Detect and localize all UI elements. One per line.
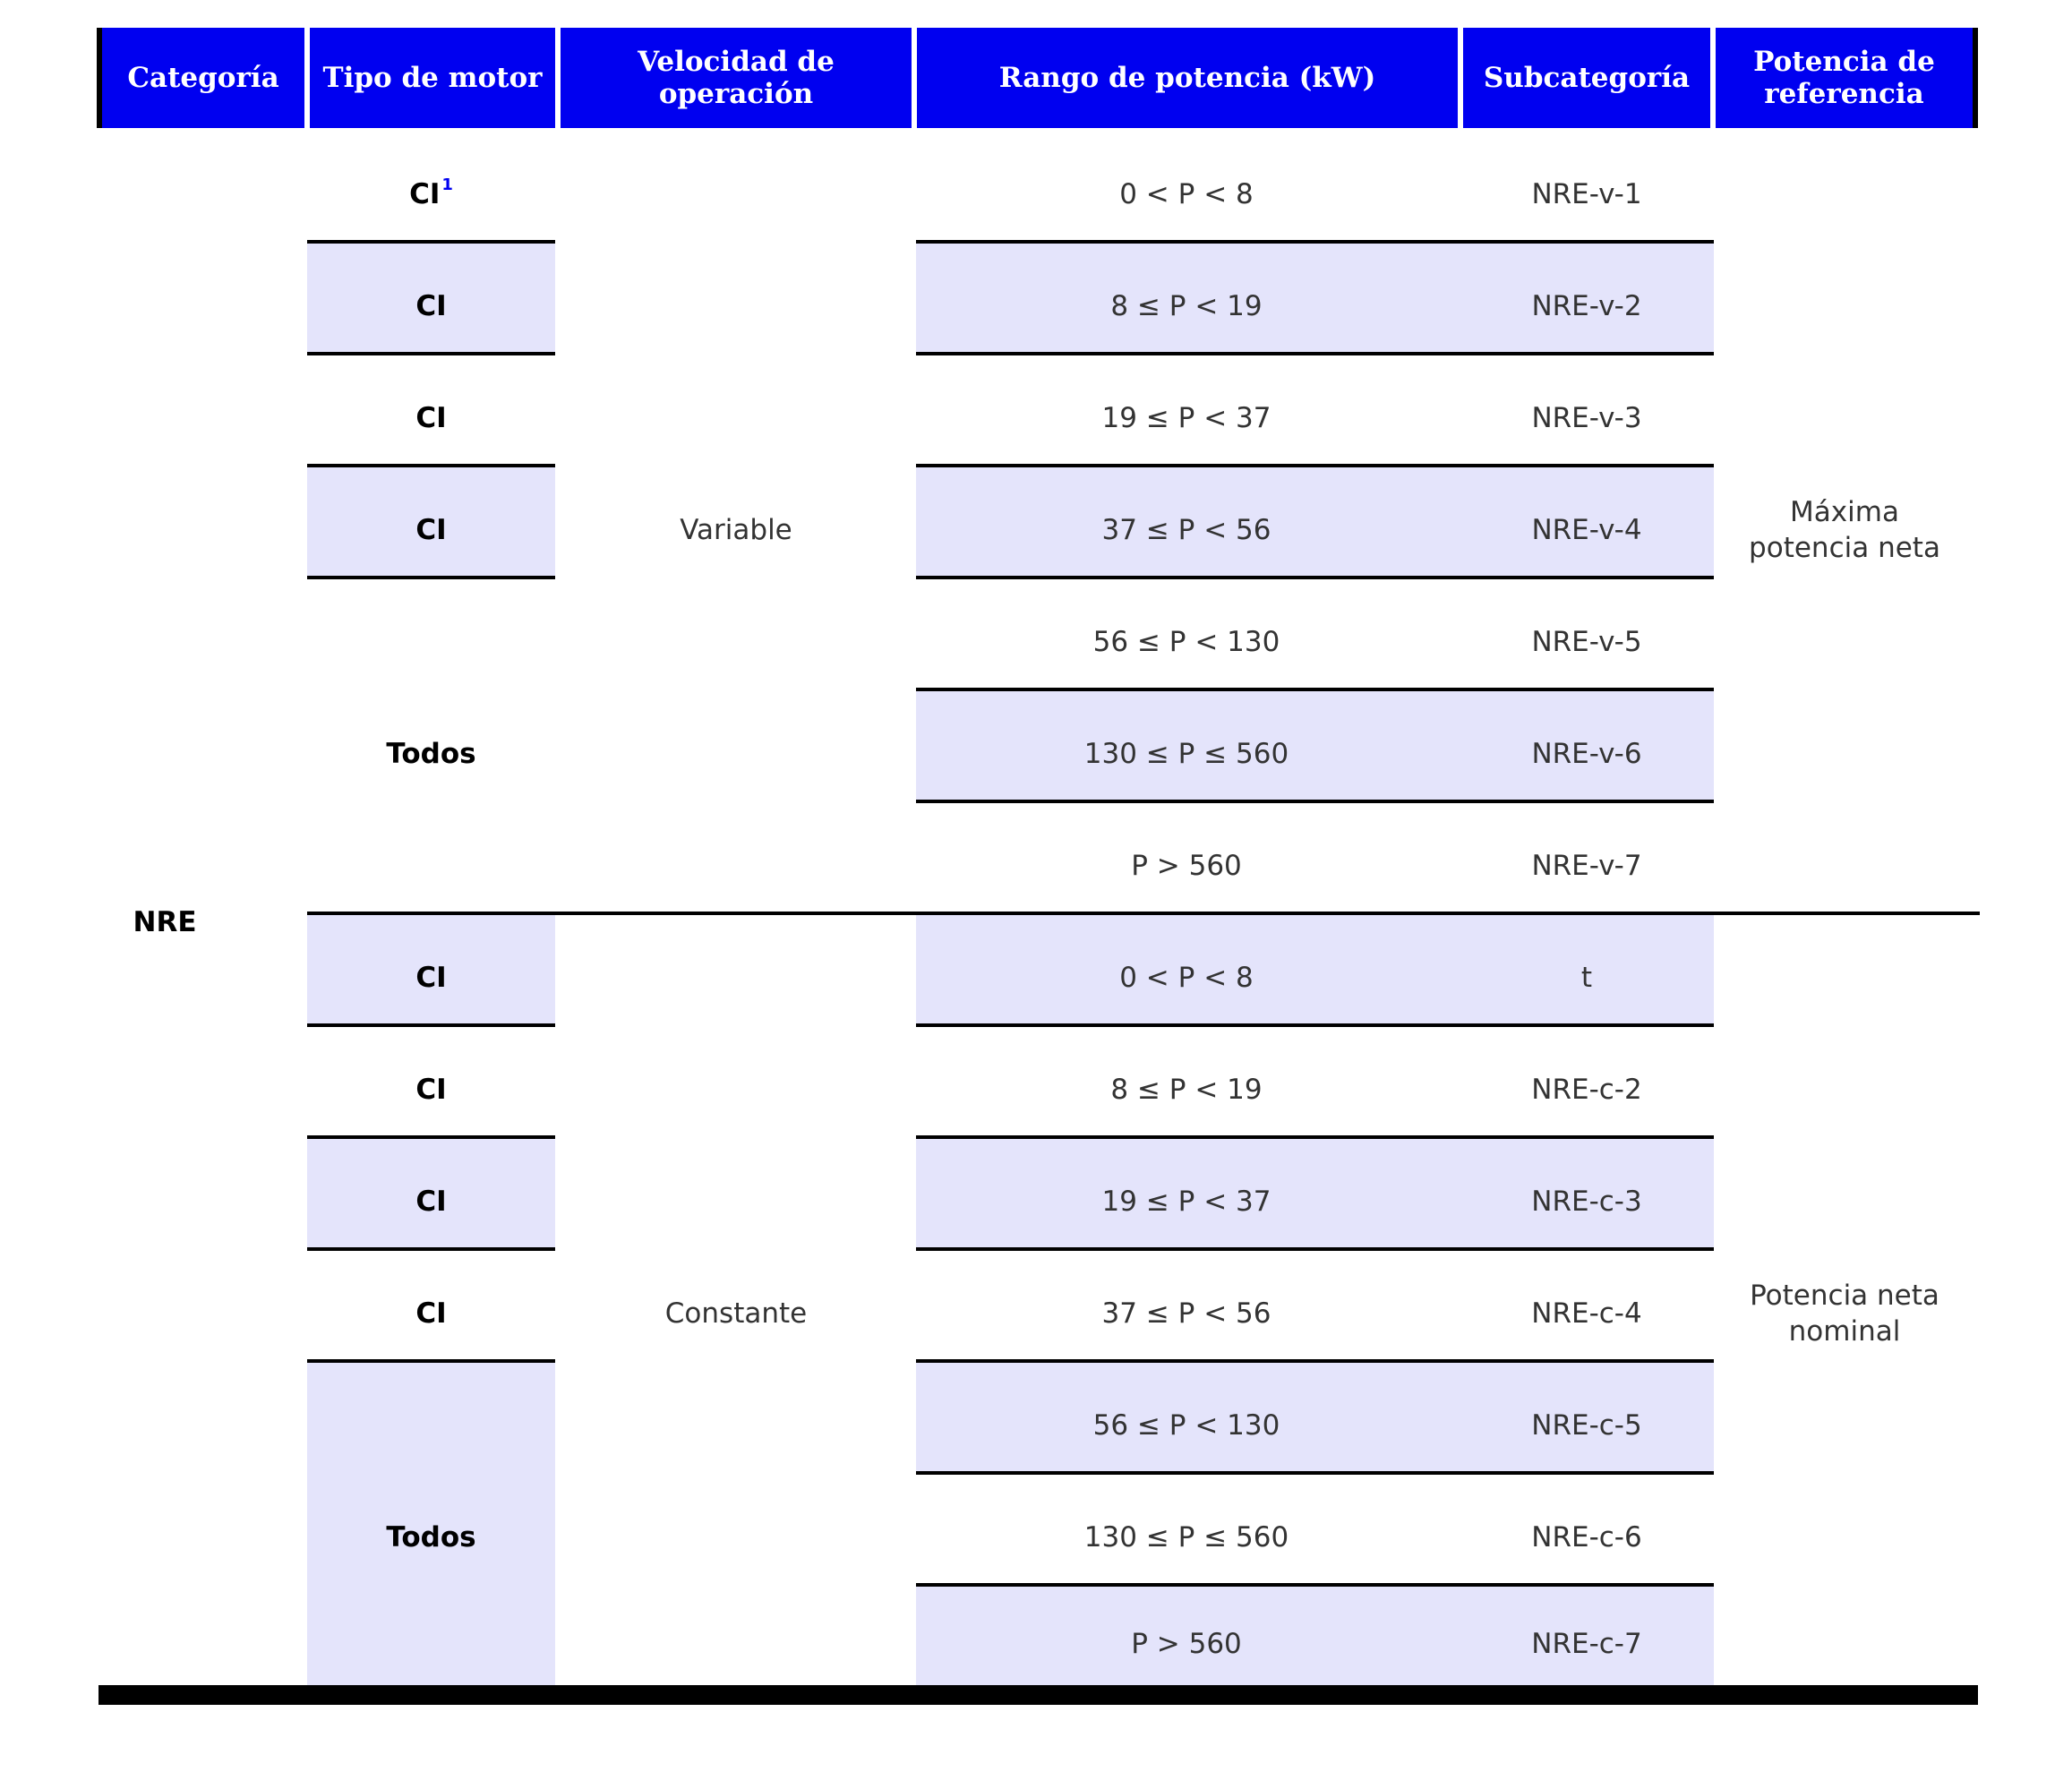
- sub-v5: NRE-v-5: [1531, 626, 1642, 658]
- sub-c4: NRE-c-4: [1531, 1297, 1642, 1330]
- tipo-v-todos: Todos: [386, 738, 476, 770]
- rango-c4: 37 ≤ P < 56: [1101, 1297, 1271, 1330]
- sub-c2: NRE-c-2: [1531, 1074, 1642, 1106]
- rango-v4: 37 ≤ P < 56: [1101, 514, 1271, 546]
- header-potencia-referencia: Potencia de referencia: [1716, 28, 1973, 128]
- tipo-v1: CI $^1$: [307, 139, 555, 250]
- sub-c7: NRE-c-7: [1531, 1628, 1642, 1660]
- sub-c5: NRE-c-5: [1531, 1409, 1642, 1442]
- sub-v3: NRE-v-3: [1531, 402, 1642, 434]
- rango-c6: 130 ≤ P ≤ 560: [1083, 1521, 1289, 1554]
- rango-v2: 8 ≤ P < 19: [1110, 290, 1263, 322]
- tipo-c2: CI: [415, 1074, 447, 1106]
- rango-v3: 19 ≤ P < 37: [1101, 402, 1271, 434]
- header-tipo-motor: Tipo de motor: [310, 28, 555, 128]
- referencia-variable: Máxima potencia neta: [1749, 496, 1940, 564]
- rango-v1: 0 < P < 8: [1119, 178, 1254, 210]
- header-subcategoria: Subcategoría: [1463, 28, 1710, 128]
- header-categoria: Categoría: [102, 28, 304, 128]
- sub-c1: t: [1580, 962, 1593, 994]
- rango-c1: 0 < P < 8: [1119, 962, 1254, 994]
- rango-c2: 8 ≤ P < 19: [1110, 1074, 1263, 1106]
- rango-c7: P > 560: [1131, 1628, 1242, 1660]
- sub-v6: NRE-v-6: [1531, 738, 1642, 770]
- sub-v7: NRE-v-7: [1531, 850, 1642, 882]
- sub-v4: NRE-v-4: [1531, 514, 1642, 546]
- sub-v2: NRE-v-2: [1531, 290, 1642, 322]
- tipo-v4: CI: [415, 514, 447, 546]
- rango-c5: 56 ≤ P < 130: [1092, 1409, 1280, 1442]
- velocidad-variable: Variable: [680, 514, 792, 546]
- velocidad-constante: Constante: [664, 1297, 808, 1330]
- header-rango: Rango de potencia (kW): [917, 28, 1458, 128]
- tipo-c1: CI: [415, 962, 447, 994]
- rango-v6: 130 ≤ P ≤ 560: [1083, 738, 1289, 770]
- rango-c3: 19 ≤ P < 37: [1101, 1186, 1271, 1218]
- tipo-c4: CI: [415, 1297, 447, 1330]
- sub-c3: NRE-c-3: [1531, 1186, 1642, 1218]
- categoria-nre: NRE: [133, 906, 197, 938]
- sub-c6: NRE-c-6: [1531, 1521, 1642, 1554]
- tipo-c3: CI: [415, 1186, 447, 1218]
- tipo-v2: CI: [415, 290, 447, 322]
- header-right-edge: [1973, 28, 1978, 128]
- rango-v7: P > 560: [1131, 850, 1242, 882]
- referencia-constante: Potencia neta nominal: [1750, 1280, 1939, 1348]
- header-velocidad: Velocidad de operación: [561, 28, 912, 128]
- rango-v5: 56 ≤ P < 130: [1092, 626, 1280, 658]
- sub-v1: NRE-v-1: [1531, 178, 1642, 210]
- tipo-v3: CI: [415, 402, 447, 434]
- tipo-c-todos: Todos: [386, 1521, 476, 1554]
- footnote-mark: 1: [441, 175, 453, 194]
